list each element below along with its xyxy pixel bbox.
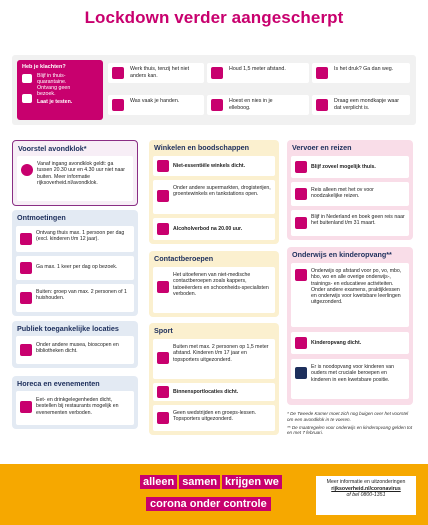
laptop-icon	[112, 67, 124, 79]
rule-text: Draag een mondkapje waar dat verplicht is.	[334, 98, 400, 111]
rule-text: Houd 1,5 meter afstand.	[229, 66, 286, 72]
section-heading: Publiek toegankelijke locaties	[17, 324, 119, 333]
card-text: Ga max. 1 keer per dag op bezoek.	[36, 264, 118, 270]
klachten-line: Ontvang geen	[37, 85, 71, 91]
basic-rules-band	[12, 55, 416, 125]
section-onderwijs	[287, 247, 413, 405]
card-text: Alcoholverbod na 20.00 uur.	[173, 226, 243, 232]
info-text: Meer informatie en uitzonderingen	[326, 479, 406, 485]
house-icon	[295, 161, 307, 173]
card-text: Geen wedstrijden en groeps-lessen. Topsporters uitgezonderd.	[173, 410, 257, 423]
card	[17, 156, 133, 201]
test-icon	[22, 94, 32, 103]
train-icon	[295, 188, 307, 200]
card	[291, 210, 409, 236]
card	[16, 391, 134, 425]
card-text: Buiten met max. 2 personen op 1,5 meter afstand. Kinderen t/m 17 jaar en topsporters uitgezonderd.	[173, 344, 269, 363]
slogan-word: krijgen we	[222, 475, 282, 489]
klachten-line: Laat je testen.	[37, 99, 73, 105]
clock-icon	[21, 164, 33, 176]
card	[153, 383, 275, 401]
card	[153, 156, 275, 176]
shop-icon	[157, 160, 169, 172]
klachten-line: quarantaine.	[37, 79, 67, 85]
card-text: Blijf in Nederland en boek geen reis naar het buitenland t/m 31 maart.	[311, 214, 405, 227]
no-alcohol-icon	[157, 223, 169, 235]
card-text: Eet- en drinkgelegenheden dicht, bestellen bij restaurants mogelijk en evenementen verboden.	[36, 397, 119, 416]
klachten-heading: Heb je klachten?	[22, 64, 66, 70]
slogan-word: alleen	[140, 475, 177, 489]
house-icon	[20, 233, 32, 245]
page-title: Lockdown verder aangescherpt	[84, 8, 344, 27]
section-publiek	[12, 321, 138, 368]
card	[16, 226, 134, 252]
running-icon	[157, 352, 169, 364]
card-text: Reis alleen met het ov voor noodzakelijke reizen.	[311, 187, 374, 200]
distance-icon	[211, 67, 223, 79]
footnote: * De Tweede Kamer moet zich nog buigen over het voorstel om een avondklok in te voeren.	[287, 411, 409, 422]
slogan-line-2: corona onder controle	[146, 497, 271, 511]
info-link[interactable]: rijksoverheid.nl/coronavirus	[331, 485, 401, 492]
klachten-line: bezoek.	[37, 91, 56, 97]
info-box	[316, 476, 416, 515]
klachten-box	[17, 60, 103, 120]
slogan-line-1	[140, 476, 284, 488]
section-heading: Ontmoetingen	[17, 213, 66, 222]
card	[153, 267, 275, 313]
card	[291, 156, 409, 178]
card-text: Kinderopvang dicht.	[311, 340, 362, 346]
section-heading: Winkelen en boodschappen	[154, 143, 249, 152]
rule-item	[207, 95, 309, 115]
rule-item	[312, 95, 410, 115]
rule-text: Werk thuis, tenzij het niet anders kan.	[130, 66, 190, 79]
section-sport	[149, 323, 279, 435]
card-text: Onderwijs op afstand voor po, vo, mbo, hbo, wo en alle overige onderwijs-, trainings- en educatieve activiteiten. Onder andere examens, praktijklessen en onderwijs voor kwetsbare leerlingen uitgezonderd.	[311, 268, 402, 306]
card	[16, 336, 134, 364]
outdoor-group-icon	[20, 292, 32, 304]
section-heading: Onderwijs en kinderopvang**	[292, 250, 392, 259]
section-winkelen	[149, 140, 279, 244]
card-text: Niet-essentiële winkels dicht.	[173, 163, 246, 169]
visit-icon	[20, 262, 32, 274]
card	[153, 405, 275, 431]
rule-item	[108, 95, 204, 115]
sneeze-icon	[211, 99, 223, 111]
card-text: Het uitoefenen van niet-medische contactberoepen zoals kappers, tatoeëerders en schoonheids-specialisten verboden.	[173, 272, 269, 297]
mask-icon	[316, 99, 328, 111]
section-contactberoepen	[149, 251, 279, 317]
card	[291, 359, 409, 399]
card-text: Onder andere musea, bioscopen en bibliotheken dicht.	[36, 342, 119, 355]
plane-icon	[295, 217, 307, 229]
card-text: Onder andere supermarkten, drogisterijen, groentewinkels en tankstations open.	[173, 185, 271, 198]
card-text: Binnensportlocaties dicht.	[173, 389, 239, 395]
section-horeca	[12, 376, 138, 429]
rule-item	[312, 63, 410, 83]
section-vervoer	[287, 140, 413, 240]
gym-icon	[157, 386, 169, 398]
laptop-icon	[295, 269, 307, 281]
section-avondklok	[12, 140, 138, 206]
museum-icon	[20, 344, 32, 356]
card	[153, 339, 275, 379]
card	[16, 284, 134, 312]
card	[291, 263, 409, 327]
card	[16, 256, 134, 280]
section-heading: Contactberoepen	[154, 254, 214, 263]
rule-text: Hoest en nies in je elleboog.	[229, 98, 273, 111]
section-heading: Voorstel avondklok*	[18, 144, 87, 153]
rule-item	[207, 63, 309, 83]
card	[291, 332, 409, 354]
rule-text: Was vaak je handen.	[130, 98, 180, 104]
footnote: ** De maatregelen voor onderwijs en kinderopvang gelden tot en met 7 februari.	[287, 424, 413, 436]
card-text: Vanaf ingang avondklok geldt: ga tussen 20.30 uur en 4.30 uur niet naar buiten. Meer informatie rijksoverheid.nl/avondklok.	[37, 161, 125, 186]
card-text: Buiten: groep van max. 2 personen of 1 huishouden.	[36, 289, 127, 302]
crowd-icon	[316, 67, 328, 79]
rule-text: Is het druk? Ga dan weg.	[334, 66, 394, 72]
section-heading: Sport	[154, 326, 173, 335]
card-text: Ontvang thuis max. 1 persoon per dag (excl. kinderen t/m 12 jaar).	[36, 230, 125, 243]
info-phone: of bel 0800-1351	[346, 492, 386, 499]
family-icon	[295, 367, 307, 379]
card	[153, 218, 275, 240]
slogan-word: samen	[179, 475, 220, 489]
home-icon	[22, 74, 32, 83]
scissors-icon	[157, 281, 169, 293]
daycare-icon	[295, 337, 307, 349]
restaurant-icon	[20, 401, 32, 413]
section-heading: Vervoer en reizen	[292, 143, 352, 152]
card	[291, 182, 409, 206]
card	[153, 180, 275, 214]
section-heading: Horeca en evenementen	[17, 379, 100, 388]
rule-item	[108, 63, 204, 83]
card-text: Er is noodopvang voor kinderen van ouders met cruciale beroepen en kinderen in een kwetsbare positie.	[311, 364, 395, 383]
section-ontmoetingen	[12, 210, 138, 316]
klachten-line: Blijf in thuis-	[37, 73, 66, 79]
handwash-icon	[112, 99, 124, 111]
card-text: Blijf zoveel mogelijk thuis.	[311, 164, 376, 170]
team-sport-icon	[157, 412, 169, 424]
footnotes	[287, 411, 413, 436]
supermarket-icon	[157, 190, 169, 202]
